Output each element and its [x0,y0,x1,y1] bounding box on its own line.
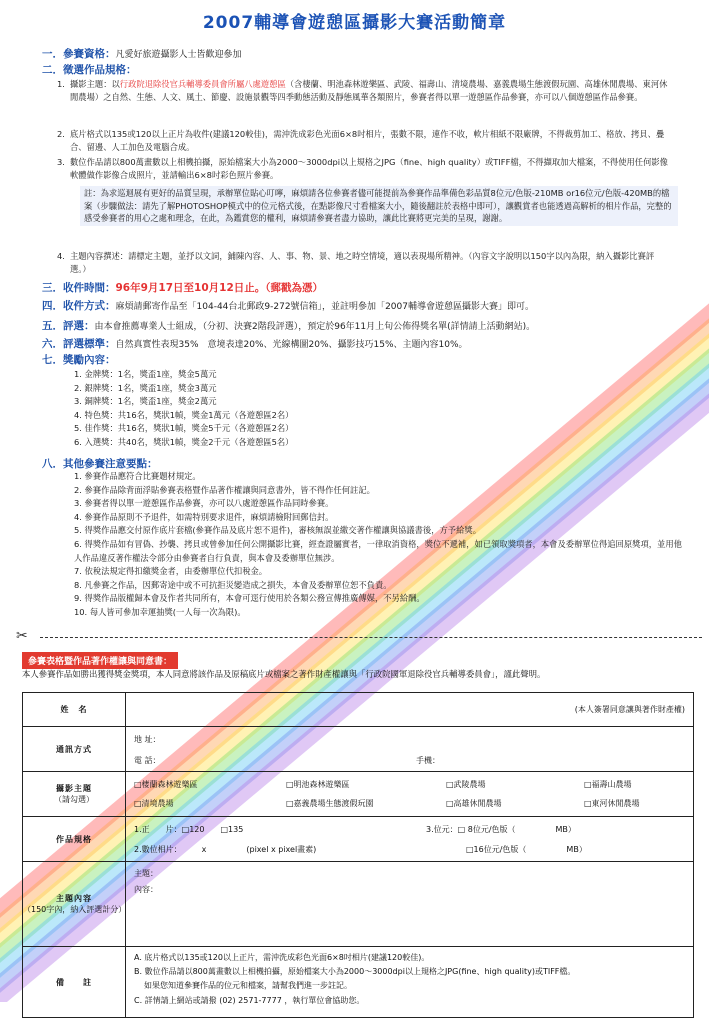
film-option[interactable]: 1.正 片：□120 □135 [134,825,244,834]
contact-field[interactable] [126,727,694,772]
content-label [23,862,126,947]
content-body-label: 內容： [134,885,158,894]
item-number: 4. [57,251,65,261]
digital-size[interactable]: 2.數位相片： x (pixel x pixel畫素) [134,845,317,854]
area-checkbox[interactable]: □福壽山農場 [584,780,632,789]
list-item: 9. 得獎作品版權歸本會及作者共同所有，本會可逕行使用於各類公務宣傳推廣傳媒，不另給酬。 [74,593,425,604]
remark-b2: 如果您知道參賽作品的位元和檔案，請幫我們進一步註記。 [144,981,352,990]
scissors-icon: ✂ [16,628,28,644]
announce-date: 96年11月上旬 [334,322,394,332]
list-item: 5. 得獎作品應交付原作底片套檔(參賽作品及底片恕不退件)，審核無誤並繳交著作權讓與協議書後，方予給獎。 [74,525,481,536]
section-spec [42,62,137,77]
list-item: 1. 參賽作品應符合比賽題材規定。 [74,471,201,481]
item-text: 主題內容撰述：請標定主題，並抒以文詞，鋪陳內容、人、事、物、景、地之時空情境，適以表現場所精神。（內容文字說明以150字以內為限，納入攝影比賽評選。） [70,251,655,274]
spec-item-3 [57,156,670,181]
form-row-contact [23,727,694,772]
section-judging [42,318,535,333]
cut-line [40,637,702,638]
section-heading: 三．收件時間： [42,282,116,294]
form-row-theme [23,772,694,817]
theme-label-sub: （請勾選） [54,795,94,804]
section-notes [42,456,158,471]
list-item: 10. 每人皆可參加幸運抽獎(一人每一次為限)。 [74,606,246,617]
content-field[interactable] [126,862,694,947]
list-item: 3. 參賽者得以單一遊憩區作品參賽，亦可以八處遊憩區作品同時參賽。 [74,498,334,509]
name-label: 姓 名 [23,693,126,727]
section-text: 麻煩請郵寄作品至「 [115,302,197,312]
theme-label-text: 攝影主題 [56,784,92,793]
section-awards [42,352,116,367]
list-item: 1. 金牌獎：1名，獎盃1座，獎金5萬元 [74,369,217,379]
list-item: 6. 入選獎：共40名，獎狀1幀，獎金2千元（各遊憩區5名） [74,436,294,447]
list-item: 8. 凡參賽之作品，因郵寄途中或不可抗拒災變造成之損失，本會及委辦單位恕不負責。 [74,579,392,590]
area-checkbox[interactable]: □東河休閒農場 [584,799,640,808]
area-checkbox[interactable]: □嘉義農場生態渡假玩園 [286,799,374,808]
remark-label: 備 註 [23,947,126,1018]
item-text: 攝影主題：以 [70,79,120,89]
phone-label: 電 話： [134,756,161,765]
area-checkbox[interactable]: □棲蘭森林遊樂區 [134,780,198,789]
spec-item-4 [57,250,670,275]
item-highlight: 行政院退除役官兵輔導委員會所屬八處遊憩區 [119,79,286,89]
spec-label: 作品規格 [23,817,126,862]
list-item: 5. 佳作獎：共16名，獎狀1幀，獎金5千元（各遊憩區2名） [74,423,294,434]
section-text: 」即可。 [497,302,534,312]
content-label-sub: （150字內，納入評選計分） [23,905,127,914]
remark-b: B. 數位作品請以800萬畫數以上相機拍攝，原始檔案大小為2000～3000dpi以上規格之JPG(fine、high quality)或TIFF檔。 [134,967,576,976]
section-submission [42,298,534,313]
section-heading: 二．徵選作品規格： [42,64,137,76]
section-text: 」，並註明參加「 [317,302,386,312]
address-label: 地 址： [134,735,161,744]
item-text: 數位作品請以800萬畫數以上相機拍攝，原始檔案大小為2000～3000dpi以上規格之JPG（fine、high quality）或TIFF檔，不得擷取加大檔案，不得使用任何影像軟體做作影像合成照片，並請輸出6×8吋彩色照片參賽。 [70,157,668,180]
section-value: 自然真實性表現35% 意境表達20%、光線構圖20%、攝影技巧15%、主題內容10%。 [115,340,468,350]
notes-list [74,470,694,620]
remark-a: A. 底片格式以135或120以上正片，需沖洗成彩色光面6×8吋相片(建議120較佳)。 [134,953,430,962]
agreement-text: 本人參賽作品如勝出獲得獎金獎項，本人同意將該作品及原稿底片或檔案之著作財產權讓與「行政院國軍退除役官兵輔導委員會」，謹此聲明。 [22,669,546,679]
spec-item-2 [57,128,670,153]
section-heading: 六．評選標準： [42,338,116,350]
mail-address: 104-44台北郵政9-272號信箱 [196,302,318,312]
list-item: 2. 銀牌獎：1名，獎盃1座，獎金3萬元 [74,382,217,393]
section-text: 公佈得獎名單(詳情請上活動網站)。 [393,322,536,332]
list-item: 6. 得獎作品如有冒偽、抄襲、拷貝或曾參加任何公開攝影比賽，經查證屬實者，一律取消資格，獎位不遞補，如已領取獎項者，本會及委辦單位得追回原獎項，並用他人作品違反著作權法令部分由參賽者自行負責，與本會及委辦單位無涉。 [74,538,682,563]
contest-name: 2007輔導會遊憩區攝影大賽 [385,302,498,312]
list-item: 2. 參賽作品除背面浮貼參賽表格暨作品著作權讓與同意書外，皆不得作任何註記。 [74,484,375,495]
section-text: 由本會推薦專業人士組成，（分初、決賽2階段評選），預定於 [94,322,335,332]
form-row-name [23,693,694,727]
content-label-text: 主題內容 [56,894,92,903]
bitdepth-8[interactable]: 3.位元：□ 8位元/色版（ MB） [426,825,576,834]
spec-item-1 [57,78,670,103]
section-heading: 一．參賽資格： [42,48,116,60]
content-topic-label: 主題： [134,869,158,878]
section-heading: 四．收件方式： [42,300,116,312]
list-item: 3. 銅牌獎：1名，獎盃1座，獎金2萬元 [74,396,217,407]
agreement-heading: 參賽表格暨作品著作權讓與同意書： [22,652,178,669]
remark-field [126,947,694,1018]
list-item: 4. 特色獎：共16名，獎狀1幀，獎金1萬元（各遊憩區2名） [74,409,294,420]
form-row-content [23,862,694,947]
section-heading: 八．其他參賽注意要點： [42,458,158,470]
area-checkbox[interactable]: □武陵農場 [446,780,486,789]
section-eligibility [42,46,242,61]
item-number: 1. [57,79,65,89]
spec-note: 註：為求巡迴展有更好的品質呈現，承辦單位貼心叮嚀，麻煩請各位參賽者儘可能提前為參賽作品準備色彩品質8位元/色版-210MB or16位元/色版-420MB的檔案（步驟做法：請先了解PHOTOSHOP模式中的位元格式後，在點影像尺寸看檔案大小，隨後翻註於表格中即可），讓觀賞者也能透過高解析的相片作品，完整的感受參賽者的用心之處和理念，在此，為鑑賞您的權利，麻煩請參賽者盡力協助，讓此比賽將更完美的呈現，謝謝。 [80,186,678,226]
area-checkbox[interactable]: □高雄休閒農場 [446,799,502,808]
name-note: (本人簽署同意讓與著作財產權) [574,705,685,714]
awards-list [74,368,293,450]
deadline-value: 96年9月17日至10月12日止。（郵戳為憑） [115,282,324,294]
remark-c: C. 詳情請上網站或請撥 (02) 2571-7777 ，執行單位會協助您。 [134,996,365,1005]
form-row-spec [23,817,694,862]
section-value: 凡愛好旅遊攝影人士皆歡迎參加 [115,50,242,60]
area-checkbox[interactable]: □清境農場 [134,799,174,808]
theme-options [126,772,694,817]
item-text: 底片格式以135或120以上正片為收件(建議120較佳)，需沖洗成彩色光面6×8吋相片，張數不限，連作不收，軟片相紙不限廠牌，不得裁剪加工、格放、拷貝、疊合、留邊、人工加色及電腦合成。 [70,129,665,152]
form-row-remark [23,947,694,1018]
list-item: 7. 依稅法規定得扣繳獎金者，由委辦單位代扣稅金。 [74,566,268,577]
spec-field[interactable] [126,817,694,862]
item-text: （含棲蘭、明池森林遊樂區、武陵、福壽山、清境農場、嘉義農場生態渡假玩園、高雄休閒農場、東河休閒農場）之自然、生態、人文、風土、節慶、設施景觀等四季動態活動及靜態風華各類照片，參賽者得以單一遊憩區作品參賽，亦可以八個遊憩區作品參賽。 [70,79,668,102]
theme-label [23,772,126,817]
section-criteria [42,336,468,351]
bitdepth-16[interactable]: □16位元/色版（ MB） [466,845,587,854]
item-number: 3. [57,157,65,167]
page-title: 2007輔導會遊憩區攝影大賽活動簡章 [202,13,507,33]
section-deadline [42,280,323,295]
item-number: 2. [57,129,65,139]
mobile-label: 手機： [416,756,440,765]
section-heading: 七．獎勵內容： [42,354,116,366]
section-heading: 五．評選： [42,320,95,332]
contact-label: 通訊方式 [23,727,126,772]
entry-form [22,692,694,1018]
area-checkbox[interactable]: □明池森林遊樂區 [286,780,350,789]
name-field[interactable] [126,693,694,727]
list-item: 4. 參賽作品原則不予退件，如需特別要求退件，麻煩請檢附回郵信封。 [74,511,334,522]
